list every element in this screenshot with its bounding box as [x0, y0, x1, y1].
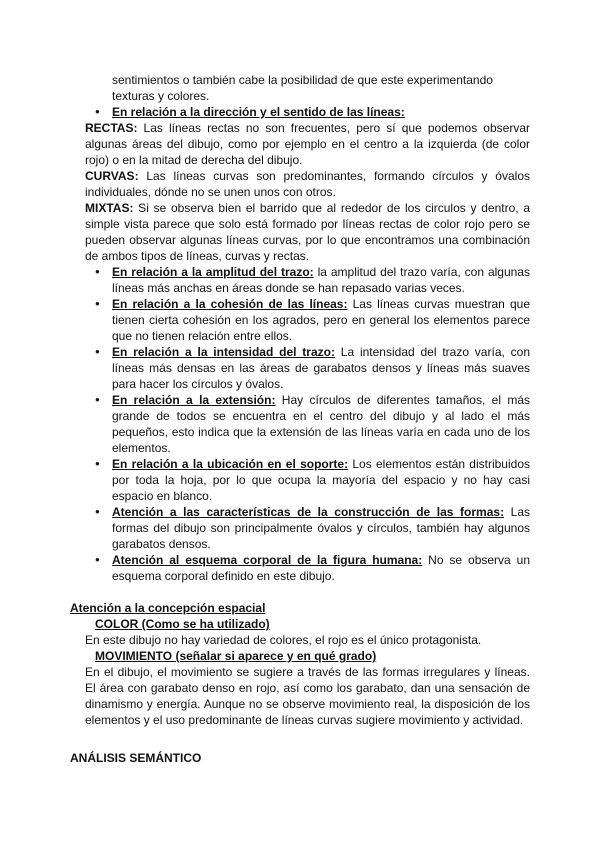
bullet-text	[112, 104, 530, 120]
bullet-item-amplitud	[95, 264, 530, 296]
bullet-text	[112, 552, 530, 584]
bullet-lead: En relación a la cohesión de las líneas:	[112, 297, 348, 311]
paragraph-rectas	[85, 120, 530, 168]
bullet-body: la amplitud del trazo varía, con algunas líneas más anchas en áreas donde se han repasado varias veces.	[112, 265, 530, 295]
bullet-body: No se observa un esquema corporal definido en este dibujo.	[112, 553, 530, 583]
section-heading-analisis-semantico: ANÁLISIS SEMÁNTICO	[70, 751, 202, 765]
bullet-lead: En relación a la intensidad del trazo:	[112, 345, 335, 359]
bullet-item-extension	[95, 392, 530, 456]
bullet-lead: Atención a las características de la construcción de las formas:	[112, 505, 505, 519]
paragraph-body: Si se observa bien el barrido que al rededor de los circulos y dentro, a simple vista parece que solo está formado por líneas rectas de color rojo pero se pueden observar algunas líneas curvas, por lo que encontramos una combinación de ambos tipos de líneas, curvas y rectas.	[85, 201, 530, 263]
subheading-color: COLOR (Como se ha utilizado)	[95, 617, 270, 631]
bullet-icon: ●	[95, 107, 100, 116]
bullet-body: Las líneas curvas muestran que tienen cierta cohesión en los agrados, pero en general los elementos parece que no tienen relación entre ellos.	[112, 297, 530, 343]
bullet-icon: ●	[95, 267, 100, 276]
bullet-icon: ●	[95, 395, 100, 404]
paragraph-lead: MIXTAS:	[85, 201, 134, 215]
bullet-text	[112, 392, 530, 456]
bullet-lead: Atención al esquema corporal de la figura humana:	[112, 553, 423, 567]
bullet-body: La intensidad del trazo varía, con líneas más densas en las áreas de garabatos densos y líneas más suaves para hacer los círculos y óvalos.	[112, 345, 530, 391]
bullet-item-construccion-formas	[95, 504, 530, 552]
paragraph-curvas	[85, 168, 530, 200]
bullet-item-direccion	[95, 104, 530, 120]
bullet-icon: ●	[95, 459, 100, 468]
paragraph-movimiento: En el dibujo, el movimiento se sugiere a través de las formas irregulares y líneas. El área con garabato denso en rojo, así como los garabato, dan una sensación de dinamismo y energía. Aunque no se observe movimiento real, la disposición de los elementos y el uso predominante de líneas curvas sugiere movimiento y actividad.	[85, 665, 530, 727]
paragraph-body: Las líneas rectas no son frecuentes, pero sí que podemos observar algunas áreas del dibujo, como por ejemplo en el centro a la izquierda (de color rojo) o en la mitad de derecha del dibujo.	[85, 121, 530, 167]
bullet-icon: ●	[95, 555, 100, 564]
bullet-text	[112, 296, 530, 344]
bullet-text	[112, 264, 530, 296]
bullet-lead: En relación a la amplitud del trazo:	[112, 265, 314, 279]
bullet-icon: ●	[95, 347, 100, 356]
paragraph-lead: CURVAS:	[85, 169, 139, 183]
continuation-paragraph: sentimientos o también cabe la posibilidad de que este experimentando texturas y colores.	[112, 73, 493, 103]
paragraph-color: En este dibujo no hay variedad de colores, el rojo es el único protagonista.	[85, 633, 482, 647]
bullet-body: Hay círculos de diferentes tamaños, el más grande de todos se encuentra en el centro del dibujo y al lado el más pequeños, esto indica que la extensión de las líneas varía en cada uno de los elementos.	[112, 393, 530, 455]
bullet-body: Las formas del dibujo son principalmente óvalos y círculos, también hay algunos garabatos densos.	[112, 505, 530, 551]
bullet-item-intensidad	[95, 344, 530, 392]
bullet-lead: En relación a la extensión:	[112, 393, 276, 407]
bullet-icon: ●	[95, 299, 100, 308]
bullet-item-esquema-corporal	[95, 552, 530, 584]
bullet-text	[112, 456, 530, 504]
bullet-icon: ●	[95, 507, 100, 516]
section-heading-concepcion-espacial: Atención a la concepción espacial	[70, 601, 266, 615]
bullet-text	[112, 504, 530, 552]
paragraph-mixtas	[85, 200, 530, 264]
bullet-text	[112, 344, 530, 392]
bullet-body: Los elementos están distribuidos por toda la hoja, por lo que ocupa la mayoría del espacio y no hay casi espacio en blanco.	[112, 457, 530, 503]
bullet-item-ubicacion	[95, 456, 530, 504]
bullet-lead: En relación a la dirección y el sentido de las líneas:	[112, 105, 405, 119]
paragraph-body: Las líneas curvas son predominantes, formando círculos y óvalos individuales, dónde no se unen unos con otros.	[85, 169, 530, 199]
bullet-lead: En relación a la ubicación en el soporte:	[112, 457, 349, 471]
bullet-item-cohesion	[95, 296, 530, 344]
subheading-movimiento: MOVIMIENTO (señalar si aparece y en qué grado)	[95, 649, 377, 663]
paragraph-lead: RECTAS:	[85, 121, 138, 135]
